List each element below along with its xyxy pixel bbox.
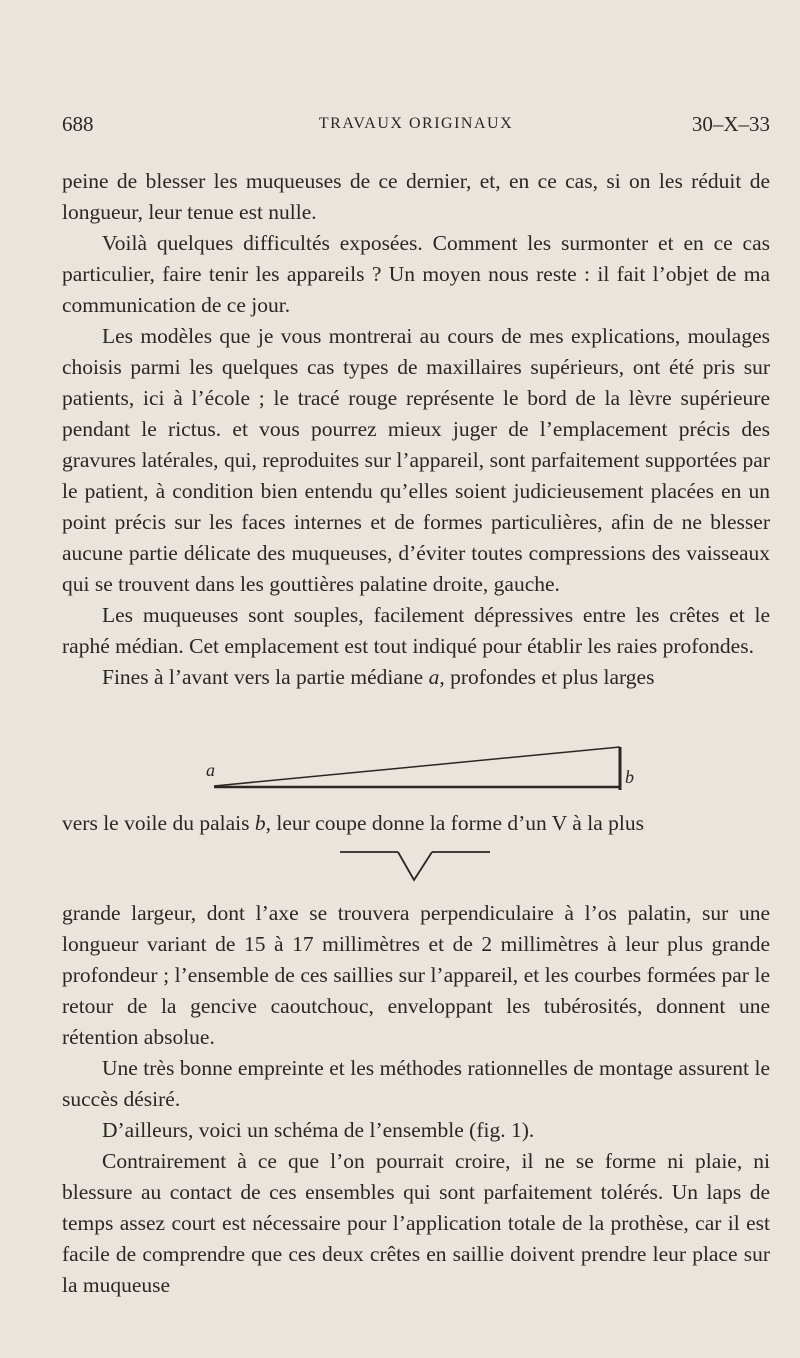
diagram-label-b: b [625, 767, 634, 787]
page-header [62, 112, 770, 142]
paragraph-4: Les muqueuses sont souples, facilement dépressives entre les crêtes et le raphé médian. Cet emplacement est tout indiqué pour établir les raies profondes. [62, 603, 770, 658]
paragraph-6: Une très bonne empreinte et les méthodes rationnelles de montage assurent le succès désiré. [62, 1056, 770, 1111]
inline-label-a: a [428, 665, 440, 689]
page-number: 688 [62, 112, 94, 136]
paragraph-1: peine de blesser les muqueuses de ce dernier, et, en ce cas, si on les réduit de longueur, leur tenue est nulle. [62, 169, 770, 224]
paragraph-5-conclusion: grande largeur, dont l’axe se trouvera perpendiculaire à l’os palatin, sur une longueur variant de 15 à 17 millimètres et de 2 millimètres à leur plus grande profondeur ; l’ensemble de ces saillies sur l’appareil, et les courbes formées par le retour de la gencive caoutchouc, enveloppant les tubérosités, donnent une rétention absolue. [62, 901, 770, 1049]
body-text-block-2 [62, 808, 770, 839]
paragraph-5-start: Fines à l’avant vers la partie médiane [102, 665, 424, 689]
paragraph-5-continued: vers le voile du palais b, leur coupe donne la forme d’un V à la plus [62, 811, 644, 835]
issue-date: 30–X–33 [691, 112, 770, 136]
paragraph-8: Contrairement à ce que l’on pourrait croire, il ne se forme ni plaie, ni blessure au contact de ces ensembles qui sont parfaitement tolérés. Un laps de temps assez court est nécessaire pour l’application totale de la prothèse, car il est facile de comprendre que ces deux crêtes en saillie doivent prendre leur place sur la muqueuse [62, 1149, 770, 1297]
paragraph-2: Voilà quelques difficultés exposées. Comment les surmonter et en ce cas particulier, faire tenir les appareils ? Un moyen nous reste : il fait l’objet de ma communication de ce jour. [62, 231, 770, 317]
diagram-label-a: a [206, 760, 215, 780]
paragraph-5: Fines à l’avant vers la partie médiane a, profondes et plus larges [102, 665, 655, 689]
body-text-block-1 [62, 166, 770, 693]
groove-top-line [214, 747, 620, 786]
body-text-block-3 [62, 898, 770, 1301]
paragraph-5-line-2-start: vers le voile du palais [62, 811, 250, 835]
inline-label-b: b [254, 811, 266, 835]
paragraph-5-line-2-end: leur coupe donne la forme d’un V à la plus [276, 811, 644, 835]
v-section-groove [398, 852, 432, 880]
paragraph-7: D’ailleurs, voici un schéma de l’ensemble (fig. 1). [102, 1118, 535, 1142]
paragraph-5-end: profondes et plus larges [450, 665, 655, 689]
running-title: TRAVAUX ORIGINAUX [318, 115, 514, 132]
paragraph-3: Les modèles que je vous montrerai au cours de mes explications, moulages choisis parmi les quelques cas types de maxillaires supérieurs, ont été pris sur patients, ici à l’école ; le tracé rouge représente le bord de la lèvre supérieure pendant le rictus. et vous pourrez mieux juger de l’emplacement précis des gravures latérales, qui, reproduites sur l’appareil, sont parfaitement supportées par le patient, à condition bien entendu qu’elles soient judicieusement placées en un point précis sur les faces internes et de formes particulières, afin de ne blesser aucune partie délicate des muqueuses, d’éviter toutes compressions des vaisseaux qui se trouvent dans les gouttières palatine droite, gauche. [62, 324, 770, 596]
